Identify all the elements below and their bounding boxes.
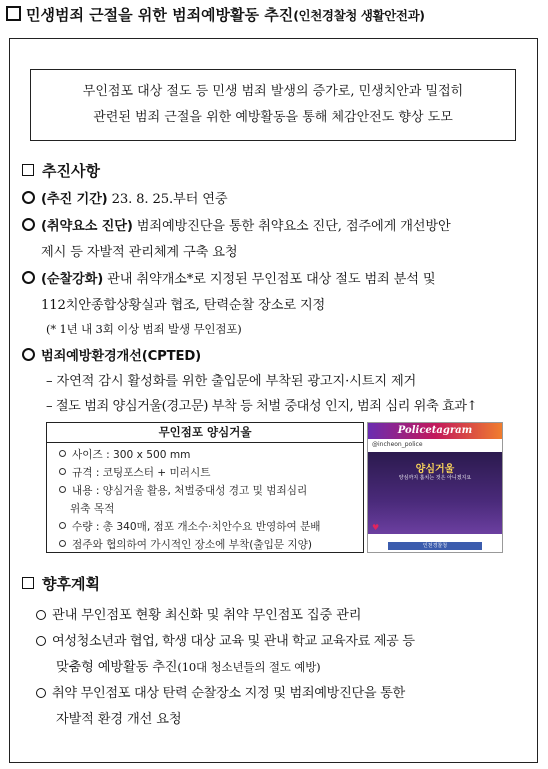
- item-text: 여성청소년과 협업, 학생 대상 교육 및 관내 학교 교육자료 제공 등: [52, 634, 415, 649]
- circle-bullet-icon: [36, 688, 46, 698]
- summary-line-2: 관련된 범죄 근절을 위한 예방활동을 통해 체감안전도 향상 도모: [93, 110, 453, 125]
- small-circle-icon: [59, 522, 66, 529]
- item-period: [22, 188, 227, 207]
- account-name: @incheon_police: [372, 441, 423, 448]
- poster-title: 양심거울: [415, 464, 455, 475]
- app-title: Policetagram: [368, 423, 502, 439]
- row-text: 내용 : 양심거울 활용, 처벌중대성 경고 및 범죄심리: [72, 485, 308, 497]
- square-bullet-icon: [22, 577, 34, 589]
- table-title: 무인점포 양심거울: [47, 423, 363, 443]
- row-text: 점주와 협의하여 가시적인 장소에 부착(출입문 지양): [72, 539, 313, 551]
- item-cpted-dash-1: [46, 370, 416, 389]
- item-text: 112치안종합상황실과 협조, 탄력순찰 장소로 지정: [41, 298, 326, 313]
- section-title: 추진사항: [42, 162, 100, 180]
- item-patrol: [22, 268, 436, 287]
- item-diagnosis-cont: [41, 241, 237, 260]
- future-item-2-cont: [56, 656, 321, 675]
- table-row: [59, 465, 210, 480]
- small-circle-icon: [59, 486, 66, 493]
- mirror-info-table: [46, 422, 364, 553]
- poster-image: [368, 452, 502, 534]
- item-cpted: [22, 345, 201, 364]
- section-heading-plan: [22, 160, 100, 181]
- future-item-3-cont: [56, 708, 181, 727]
- title-text: 민생범죄 근절을 위한 범죄예방활동 추진: [26, 6, 294, 24]
- small-circle-icon: [59, 540, 66, 547]
- item-label: (취약요소 진단): [41, 219, 133, 234]
- item-text: 자발적 환경 개선 요청: [56, 712, 182, 727]
- policetagram-image: [367, 422, 503, 553]
- circle-bullet-icon: [22, 218, 35, 231]
- table-row: [70, 501, 114, 516]
- footer-banner: 인천경찰청: [388, 542, 482, 550]
- circle-bullet-icon: [36, 610, 46, 620]
- square-bullet-icon: [22, 164, 34, 176]
- item-text: 23. 8. 25.부터 연중: [107, 192, 228, 207]
- item-text: 제시 등 자발적 관리체계 구축 요청: [41, 245, 238, 260]
- item-text: 관내 무인점포 현황 최신화 및 취약 무인점포 집중 관리: [52, 608, 362, 623]
- table-row: [59, 483, 307, 498]
- item-label: 범죄예방환경개선(CPTED): [41, 349, 202, 364]
- note-text: (10대 청소년들의 절도 예방): [177, 660, 321, 674]
- small-circle-icon: [59, 468, 66, 475]
- heart-icon: ♥: [372, 523, 380, 532]
- row-text: 위축 목적: [70, 503, 115, 515]
- item-text: 취약 무인점포 대상 탄력 순찰장소 지정 및 범죄예방진단을 통한: [52, 686, 405, 701]
- summary-box: [30, 69, 516, 141]
- summary-line-1: 무인점포 대상 절도 등 민생 범죄 발생의 증가로, 민생치안과 밀접히: [82, 84, 464, 99]
- item-text: 범죄예방진단을 통한 취약요소 진단, 점주에게 개선방안: [132, 219, 451, 234]
- dash-text: – 절도 범죄 양심거울(경고문) 부착 등 처벌 중대성 인지, 범죄 심리 위축 효과↑: [46, 399, 478, 414]
- item-cpted-dash-2: [46, 395, 477, 414]
- document-title: [6, 4, 425, 25]
- future-item-1: [36, 604, 361, 623]
- circle-bullet-icon: [22, 191, 35, 204]
- table-row: [59, 519, 321, 534]
- item-patrol-cont: [41, 294, 325, 313]
- table-row: [59, 537, 312, 552]
- row-text: 수량 : 총 340매, 점포 개소수·치안수요 반영하여 분배: [72, 521, 321, 533]
- future-item-2: [36, 630, 415, 649]
- item-text: 관내 취약개소*로 지정된 무인점포 대상 절도 범죄 분석 및: [103, 272, 436, 287]
- note-text: (* 1년 내 3회 이상 범죄 발생 무인점포): [46, 322, 242, 336]
- circle-bullet-icon: [36, 636, 46, 646]
- circle-bullet-icon: [22, 271, 35, 284]
- item-patrol-note: [46, 321, 242, 337]
- item-text: 맞춤형 예방활동 추진: [56, 660, 178, 675]
- section-heading-future: [22, 573, 100, 594]
- table-row: [59, 447, 190, 462]
- item-diagnosis: [22, 215, 451, 234]
- department-text: (인천경찰청 생활안전과): [293, 8, 425, 23]
- section-title: 향후계획: [42, 575, 100, 593]
- dash-text: – 자연적 감시 활성화를 위한 출입문에 부착된 광고지·시트지 제거: [46, 374, 417, 389]
- row-text: 규격 : 코팅포스터 + 미러시트: [72, 467, 211, 479]
- row-text: 사이즈 : 300 x 500 mm: [72, 449, 191, 461]
- circle-bullet-icon: [22, 348, 35, 361]
- item-label: (추진 기간): [41, 192, 108, 207]
- small-circle-icon: [59, 450, 66, 457]
- poster-subtitle: 양심까지 훔치는 것은 아니겠지요: [398, 475, 472, 481]
- item-label: (순찰강화): [41, 272, 104, 287]
- future-item-3: [36, 682, 405, 701]
- checkbox-square-icon: [6, 6, 21, 21]
